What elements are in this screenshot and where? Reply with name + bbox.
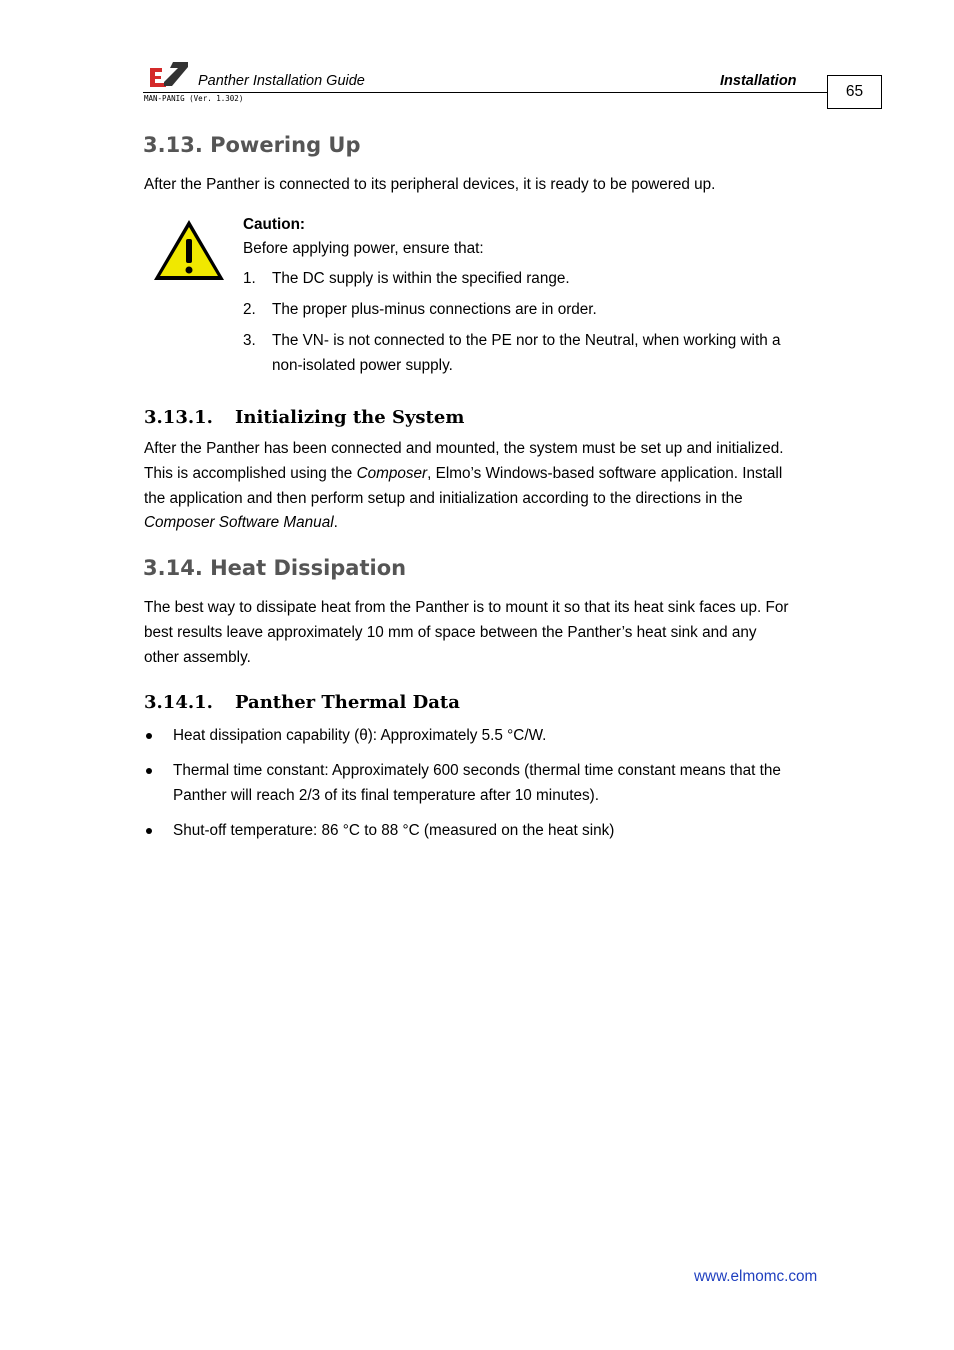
initializing-paragraph-line [144, 465, 782, 483]
header-rule [143, 92, 827, 93]
bullet-dot [146, 828, 152, 834]
document-title: Panther Installation Guide [198, 73, 365, 89]
initializing-paragraph-line [144, 514, 338, 532]
text-run: . [333, 514, 338, 531]
caution-item-number: 2. [243, 301, 256, 318]
initializing-paragraph-line: After the Panther has been connected and mounted, the system must be set up and initialized. [144, 440, 784, 457]
heading-text: Panther Thermal Data [235, 692, 460, 713]
page-number: 65 [827, 75, 882, 109]
powering-up-intro: After the Panther is connected to its peripheral devices, it is ready to be powered up. [144, 176, 716, 193]
bullet-dot [146, 768, 152, 774]
header-section-label: Installation [720, 73, 797, 89]
caution-lead: Before applying power, ensure that: [243, 240, 484, 257]
caution-item-number: 3. [243, 332, 256, 349]
caution-item-text: The DC supply is within the specified range. [272, 270, 570, 287]
bullet-text: Shut-off temperature: 86 °C to 88 °C (measured on the heat sink) [173, 822, 615, 839]
caution-item-text-cont: non-isolated power supply. [272, 357, 453, 374]
bullet-dot [146, 733, 152, 739]
bullet-text: Heat dissipation capability (θ): Approximately 5.5 °C/W. [173, 727, 547, 744]
initializing-paragraph-line: the application and then perform setup and initialization according to the directions in the [144, 490, 743, 507]
heading-number: 3.13.1. [144, 407, 213, 428]
bullet-text-cont: Panther will reach 2/3 of its final temperature after 10 minutes). [173, 787, 599, 804]
heading-text: Initializing the System [235, 407, 465, 428]
heading-number: 3.14.1. [144, 692, 213, 713]
caution-item-number: 1. [243, 270, 256, 287]
heat-paragraph-line: other assembly. [144, 649, 251, 666]
footer-website-link[interactable]: www.elmomc.com [694, 1268, 818, 1285]
elmo-logo [148, 58, 190, 88]
heading-powering-up: 3.13. Powering Up [143, 133, 361, 157]
warning-triangle-icon [151, 217, 227, 283]
bullet-text: Thermal time constant: Approximately 600 seconds (thermal time constant means that the [173, 762, 781, 779]
caution-item-text: The VN- is not connected to the PE nor to the Neutral, when working with a [272, 332, 781, 349]
heat-paragraph-line: best results leave approximately 10 mm of space between the Panther’s heat sink and any [144, 624, 757, 641]
caution-title: Caution: [243, 216, 306, 233]
document-version: MAN-PANIG (Ver. 1.302) [144, 94, 244, 103]
composer-emphasis: Composer [356, 465, 428, 482]
text-run: , Elmo’s Windows-based software application. Install [427, 465, 783, 482]
manual-title-emphasis: Composer Software Manual [144, 514, 334, 531]
heading-heat-dissipation: 3.14. Heat Dissipation [143, 556, 407, 580]
text-run: This is accomplished using the [144, 465, 357, 482]
heading-thermal-data [144, 692, 460, 713]
heading-initializing-system [144, 407, 464, 428]
caution-item-text: The proper plus-minus connections are in order. [272, 301, 597, 318]
heat-paragraph-line: The best way to dissipate heat from the Panther is to mount it so that its heat sink faces up. For [144, 599, 789, 616]
